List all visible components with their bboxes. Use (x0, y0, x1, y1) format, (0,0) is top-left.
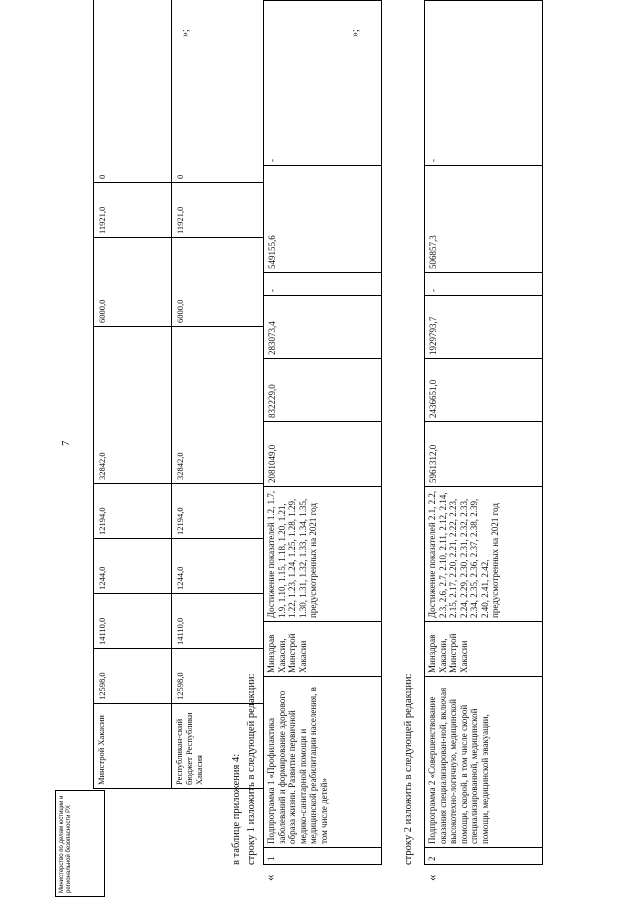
table-cell: 14110,0 (172, 594, 264, 649)
value-cell: - (264, 1, 382, 166)
table-cell: 1244,0 (172, 539, 264, 594)
table-cell: 12598,0 (94, 649, 172, 704)
table-row (94, 0, 172, 789)
table-cell: 11921,0 (94, 183, 172, 238)
table-cell: 14110,0 (94, 594, 172, 649)
table-row2 (424, 0, 543, 865)
table-row (425, 1, 543, 865)
value-cell: 506857,3 (425, 166, 543, 273)
indicators-cell: Достижение показателей 1.2, 1.7, 1.9, 1.10, 1.15, 1.18, 1.20, 1.21, 1.22, 1.23, 1.24, 1.25, 1.28, 1.29, 1.30, 1.31, 1.32, 1.33, 1.34, 1.35, предусмотренных на 2021 год (264, 487, 382, 622)
value-cell: 283073,4 (264, 296, 382, 359)
value-cell: - (264, 273, 382, 296)
table-cell: 32842,0 (172, 327, 264, 484)
value-cell: 549155,6 (264, 166, 382, 273)
indicators-cell: Достижение показателей 2.1, 2.2, 2.3, 2.6, 2.7, 2.10, 2.11, 2.12, 2.14, 2.15, 2.17, 2.20, 2.21, 2.22, 2.23, 2.24, 2.29, 2.30, 2.31, 2.32, 2.33, 2.34, 2.35, 2.36, 2.37, 2.38, 2.39, 2.40, 2.41, 2.42, предусмотренных на 2021 год (425, 487, 543, 622)
table-row (264, 1, 382, 865)
table-cell: 12194,0 (94, 484, 172, 539)
table-cell: 0 (94, 0, 172, 183)
row-number: 2 (425, 848, 543, 865)
instruction-row2: строку 2 изложить в следующей редакции: (403, 673, 414, 865)
page-number: 7 (60, 440, 72, 446)
executor-cell: Минздрав Хакасии, Минстрой Хакасии (425, 622, 543, 677)
table-cell: 32842,0 (94, 327, 172, 484)
table-cell: 6000,0 (172, 238, 264, 327)
executor-cell: Минздрав Хакасии, Минстрой Хакасии (264, 622, 382, 677)
table-cell: 12194,0 (172, 484, 264, 539)
table-cell: 1244,0 (94, 539, 172, 594)
table-continuation (93, 0, 264, 789)
table-cell: Минстрой Хакасии (94, 704, 172, 789)
table-cell: 0 (172, 0, 264, 183)
row-number: 1 (264, 848, 382, 865)
value-cell: 5961312,0 (425, 422, 543, 487)
program-cell: Подпрограмма 1 «Профилактика заболеваний и формирование здорового образа жизни. Развитие первичной медико-санитарной помощи и медицинской реабилитации населения, в том числе детей» (264, 677, 382, 848)
closing-mark: »; (180, 29, 191, 37)
table-row (172, 0, 264, 789)
intro-line: в таблице приложения 4: (231, 753, 242, 865)
table-cell: Республикан-ский бюджет Республики Хакасия (172, 704, 264, 789)
value-cell: 2436651,0 (425, 359, 543, 422)
open-quote: « (424, 874, 439, 881)
value-cell: - (425, 1, 543, 166)
value-cell: 2081049,0 (264, 422, 382, 487)
table-cell: 11921,0 (172, 183, 264, 238)
table-cell: 12598,0 (172, 649, 264, 704)
instruction-row1: строку 1 изложить в следующей редакции: (246, 673, 257, 865)
value-cell: 1929793,7 (425, 296, 543, 359)
registration-stamp: Министерство по делам юстиции и региональной безопасности РХ (55, 790, 105, 897)
value-cell: - (425, 273, 543, 296)
value-cell: 832229,0 (264, 359, 382, 422)
table-row1 (263, 0, 382, 865)
open-quote: « (262, 874, 277, 881)
table-cell: 6000,0 (94, 238, 172, 327)
program-cell: Подпрограмма 2 «Совершенствование оказания специализирован-ной, включая высокотехно-логичную, медицинской помощи, скорой, в том числе скорой специализированной, медицинской помощи, медицинской эвакуации, (425, 677, 543, 848)
closing-mark: »; (350, 29, 361, 37)
